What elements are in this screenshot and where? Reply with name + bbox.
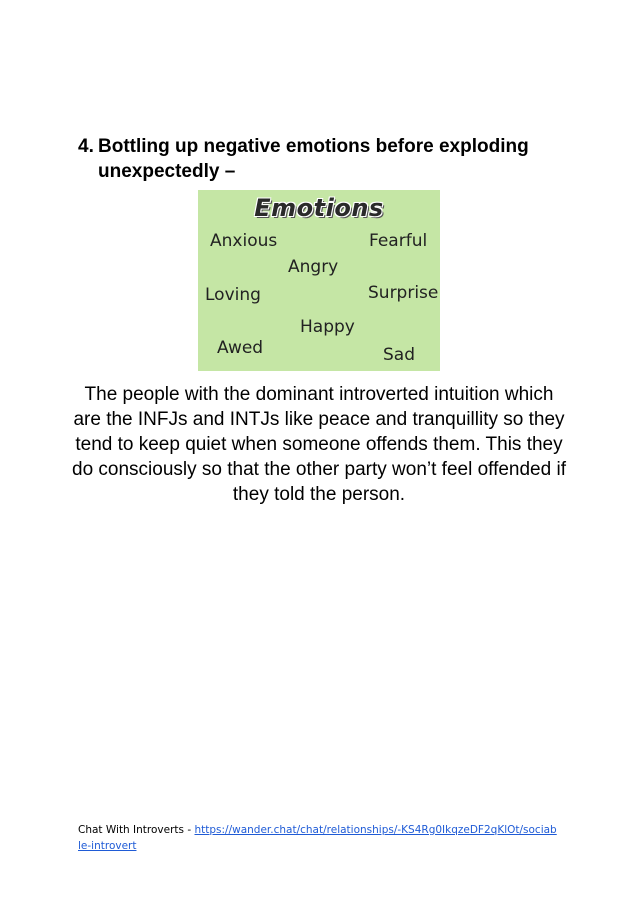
- section-heading: [78, 134, 578, 184]
- heading-number: 4.: [78, 136, 94, 157]
- footer-prefix: Chat With Introverts -: [78, 824, 195, 836]
- emotion-angry: Angry: [288, 257, 339, 277]
- emotion-fearful: Fearful: [369, 231, 428, 251]
- emotion-loving: Loving: [205, 285, 261, 305]
- footer-link[interactable]: https://wander.chat/chat/relationships/-KS4Rg0IkqzeDF2qKlOt/sociable-introvert: [78, 824, 557, 852]
- emotions-image: [198, 190, 440, 371]
- page-footer: [78, 822, 558, 854]
- emotion-sad: Sad: [383, 345, 415, 365]
- emotions-title: Emotions: [254, 194, 384, 222]
- body-paragraph: The people with the dominant introverted intuition which are the INFJs and INTJs like peace and tranquillity so they tend to keep quiet when someone offends them. This they do consciously so that the other party won’t feel offended if they told the person.: [72, 384, 566, 505]
- emotion-surprise: Surprise: [368, 283, 439, 303]
- emotion-happy: Happy: [300, 317, 355, 337]
- emotion-awed: Awed: [217, 338, 264, 358]
- heading-text: Bottling up negative emotions before exploding unexpectedly –: [98, 136, 529, 182]
- emotion-anxious: Anxious: [210, 231, 278, 251]
